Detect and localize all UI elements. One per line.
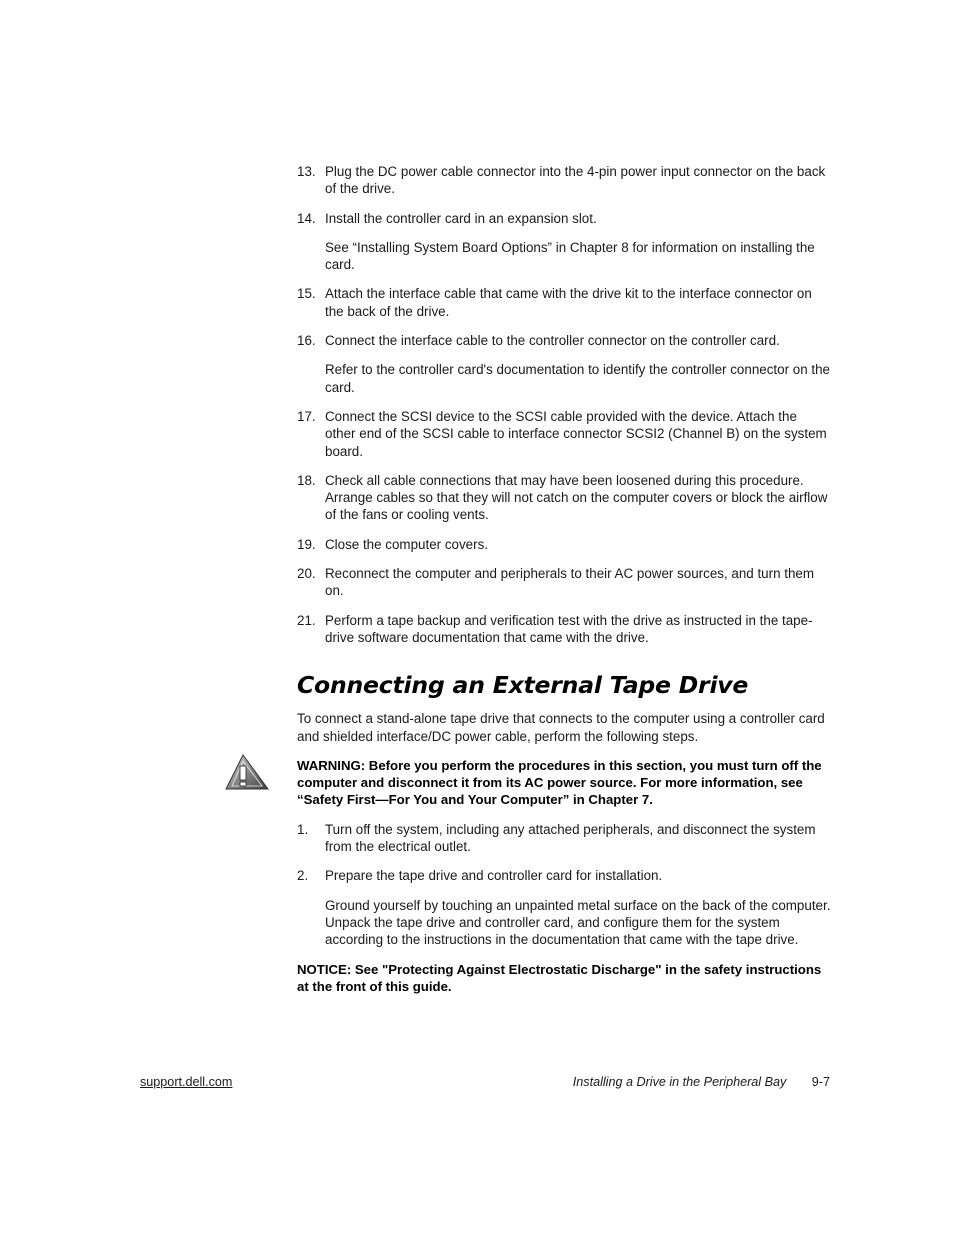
step-text: Turn off the system, including any attached peripherals, and disconnect the system from the electrical outlet. [325, 821, 816, 855]
step-number: 21. [297, 612, 316, 628]
step-text: Install the controller card in an expansion slot. [325, 210, 597, 226]
warning-triangle-icon [224, 753, 270, 791]
list-item [297, 408, 831, 460]
list-item [297, 565, 831, 600]
step-text: Close the computer covers. [325, 536, 488, 552]
step-number: 1. [297, 821, 309, 837]
step-text: Check all cable connections that may have been loosened during this procedure. Arrange cables so that they will not catch on the computer covers or block the airflow of the fans or cooling vents. [325, 472, 828, 523]
step-number: 14. [297, 210, 316, 226]
step-number: 19. [297, 536, 316, 552]
step-note: Ground yourself by touching an unpainted metal surface on the back of the computer. Unpack the tape drive and controller card, and configure them for the system according to the instructions in the documentation that came with the tape drive. [325, 897, 831, 948]
steps-list-top [297, 163, 831, 646]
list-item [297, 210, 831, 227]
step-number: 17. [297, 408, 316, 424]
list-item [297, 332, 831, 349]
step-text: Prepare the tape drive and controller card for installation. [325, 868, 663, 884]
warning-text: WARNING: Before you perform the procedures in this section, you must turn off the computer and disconnect it from its AC power source. For more information, see “Safety First—For You and Your Computer” in Chapter 7. [297, 757, 822, 808]
step-text: Connect the SCSI device to the SCSI cable provided with the device. Attach the other end of the SCSI cable to interface connector SCSI2 (Channel B) on the system board. [325, 408, 827, 459]
list-item [297, 536, 831, 553]
step-text: Plug the DC power cable connector into the 4-pin power input connector on the back of the drive. [325, 164, 826, 197]
intro-paragraph: To connect a stand-alone tape drive that connects to the computer using a controller card and shielded interface/DC power cable, perform the following steps. [297, 711, 825, 744]
running-footer [573, 1074, 830, 1090]
section-heading: Connecting an External Tape Drive [297, 671, 749, 700]
page-body [297, 163, 831, 995]
list-item [297, 821, 831, 856]
list-item [297, 285, 831, 320]
list-item [297, 163, 831, 198]
support-link[interactable]: support.dell.com [140, 1075, 233, 1089]
list-item [297, 612, 831, 647]
step-text: Attach the interface cable that came with the drive kit to the interface connector on the back of the drive. [325, 286, 812, 319]
step-number: 18. [297, 472, 316, 488]
step-number: 16. [297, 333, 316, 349]
step-note: See “Installing System Board Options” in Chapter 8 for information on installing the card. [325, 239, 815, 273]
step-text: Reconnect the computer and peripherals to their AC power sources, and turn them on. [325, 566, 815, 599]
step-note: Refer to the controller card's documentation to identify the controller connector on the card. [325, 362, 830, 395]
list-item [297, 867, 831, 884]
step-number: 20. [297, 566, 316, 582]
step-number: 15. [297, 286, 316, 302]
step-number: 13. [297, 164, 316, 179]
page-number: 9-7 [811, 1075, 830, 1089]
warning-block [297, 757, 831, 809]
step-text: Connect the interface cable to the controller connector on the controller card. [325, 333, 780, 349]
chapter-title: Installing a Drive in the Peripheral Bay [572, 1075, 787, 1089]
step-text: Perform a tape backup and verification test with the drive as instructed in the tape-drive software documentation that came with the drive. [325, 612, 813, 645]
notice-block: NOTICE: See "Protecting Against Electrostatic Discharge" in the safety instructions at the front of this guide. [297, 961, 822, 994]
list-item [297, 472, 831, 524]
step-number: 2. [297, 868, 309, 884]
